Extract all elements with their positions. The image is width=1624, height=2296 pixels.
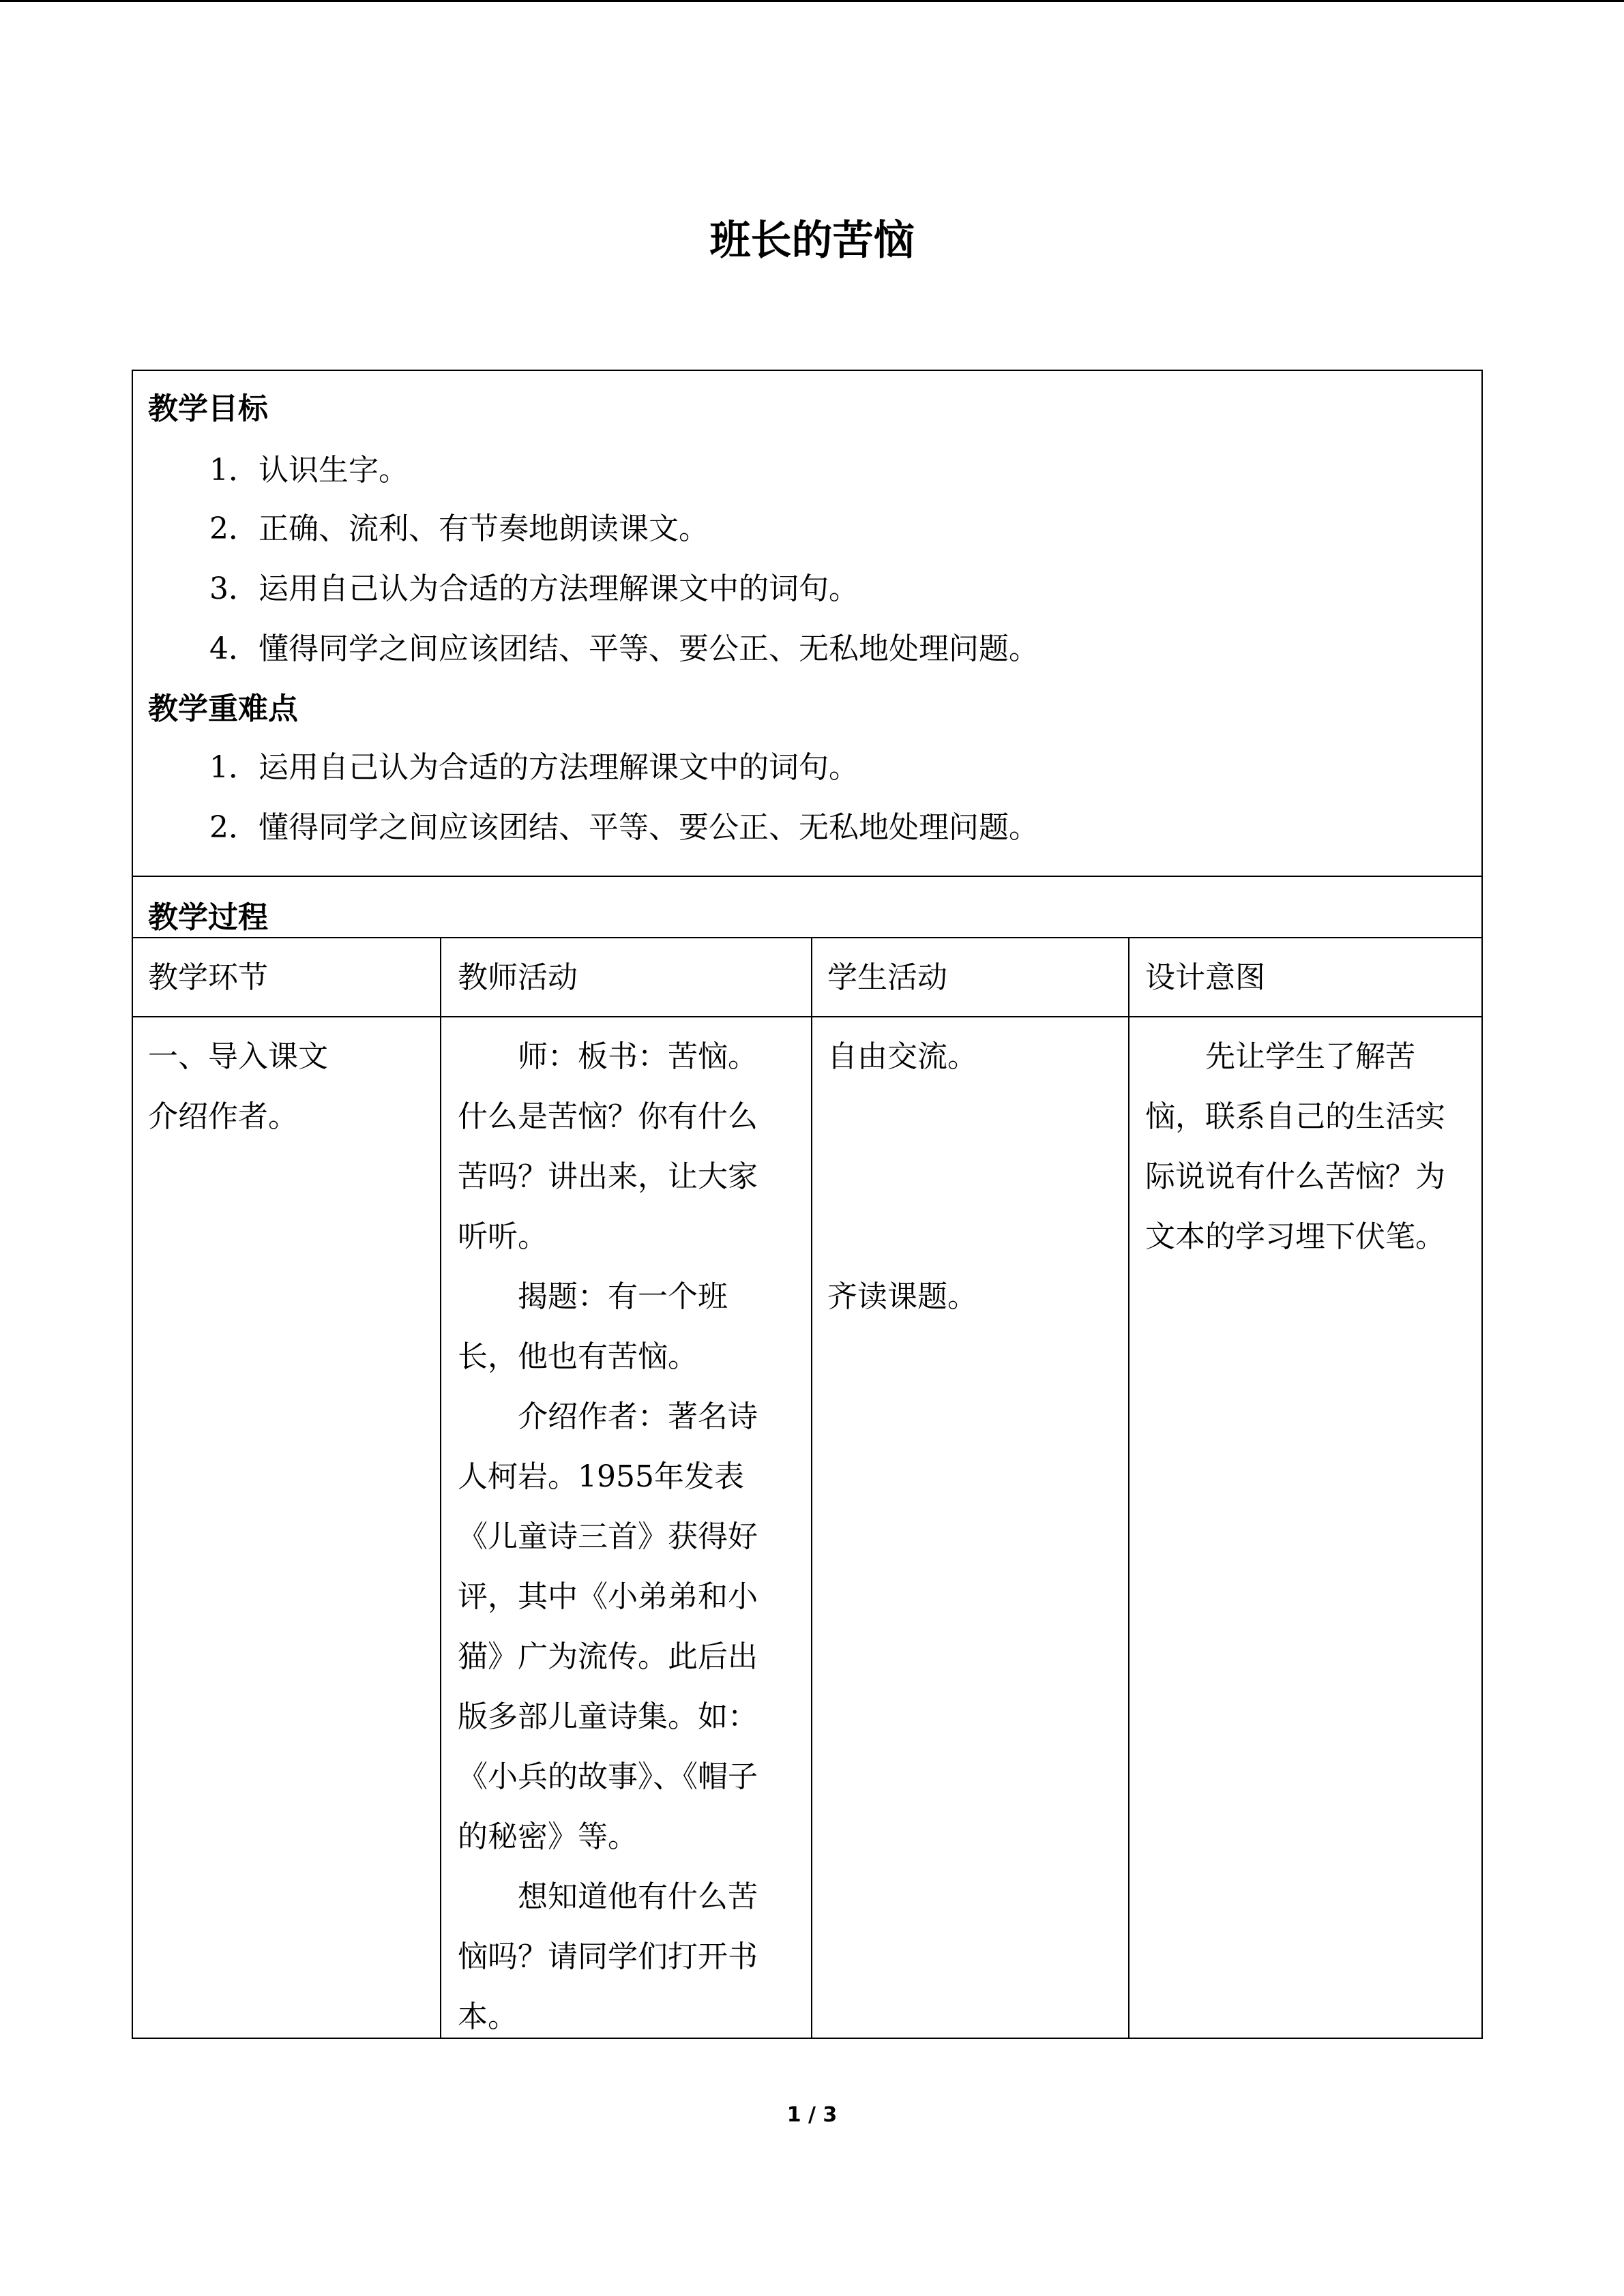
column-header-teacher: 教师活动 — [458, 960, 578, 995]
stage-line: 一、导入课文 — [148, 1039, 328, 1074]
key-point-item: 2．懂得同学之间应该团结、平等、要公正、无私地处理问题。 — [209, 810, 1039, 845]
objective-item: 1．认识生字。 — [209, 453, 409, 488]
teacher-paragraph: 师：板书：苦恼。什么是苦恼？你有什么苦吗？讲出来，让大家听听。 — [458, 1039, 758, 1254]
top-rule — [0, 0, 1624, 2]
key-points-heading: 教学重难点 — [148, 691, 298, 726]
table-divider-header — [132, 1016, 1483, 1017]
teacher-paragraph: 想知道他有什么苦恼吗？请同学们打开书本。 — [458, 1879, 758, 2034]
stage-cell — [148, 1027, 428, 1147]
table-divider-process — [132, 876, 1483, 877]
process-heading: 教学过程 — [148, 900, 268, 935]
col-divider-2 — [811, 937, 812, 2039]
column-header-student: 学生活动 — [827, 960, 947, 995]
column-header-intent: 设计意图 — [1145, 960, 1265, 995]
col-divider-3 — [1128, 937, 1130, 2039]
student-activity-line: 齐读课题。 — [827, 1279, 977, 1314]
col-divider-1 — [440, 937, 441, 2039]
column-header-stage: 教学环节 — [148, 960, 268, 995]
table-divider-columns — [132, 937, 1483, 938]
student-activity-line: 自由交流。 — [827, 1039, 977, 1074]
objectives-heading: 教学目标 — [148, 391, 268, 426]
design-intent-cell: 先让学生了解苦恼，联系自己的生活实际说说有什么苦恼？为文本的学习埋下伏笔。 — [1145, 1039, 1445, 1254]
document-title: 班长的苦恼 — [709, 217, 915, 265]
objective-item: 3．运用自己认为合适的方法理解课文中的词句。 — [209, 571, 859, 606]
objective-item: 2．正确、流利、有节奏地朗读课文。 — [209, 511, 709, 546]
stage-line: 介绍作者。 — [148, 1099, 298, 1134]
key-point-item: 1．运用自己认为合适的方法理解课文中的词句。 — [209, 750, 859, 785]
objective-item: 4．懂得同学之间应该团结、平等、要公正、无私地处理问题。 — [209, 631, 1039, 666]
teacher-paragraph: 揭题：有一个班长，他也有苦恼。 — [458, 1279, 728, 1374]
page-indicator: 1 / 3 — [786, 2103, 838, 2127]
teacher-paragraph: 介绍作者：著名诗人柯岩。1955年发表《儿童诗三首》获得好评，其中《小弟弟和小猫》广为流传。此后出版多部儿童诗集。如：《小兵的故事》、《帽子的秘密》等。 — [458, 1399, 758, 1854]
teacher-activity-cell — [458, 1027, 782, 2047]
